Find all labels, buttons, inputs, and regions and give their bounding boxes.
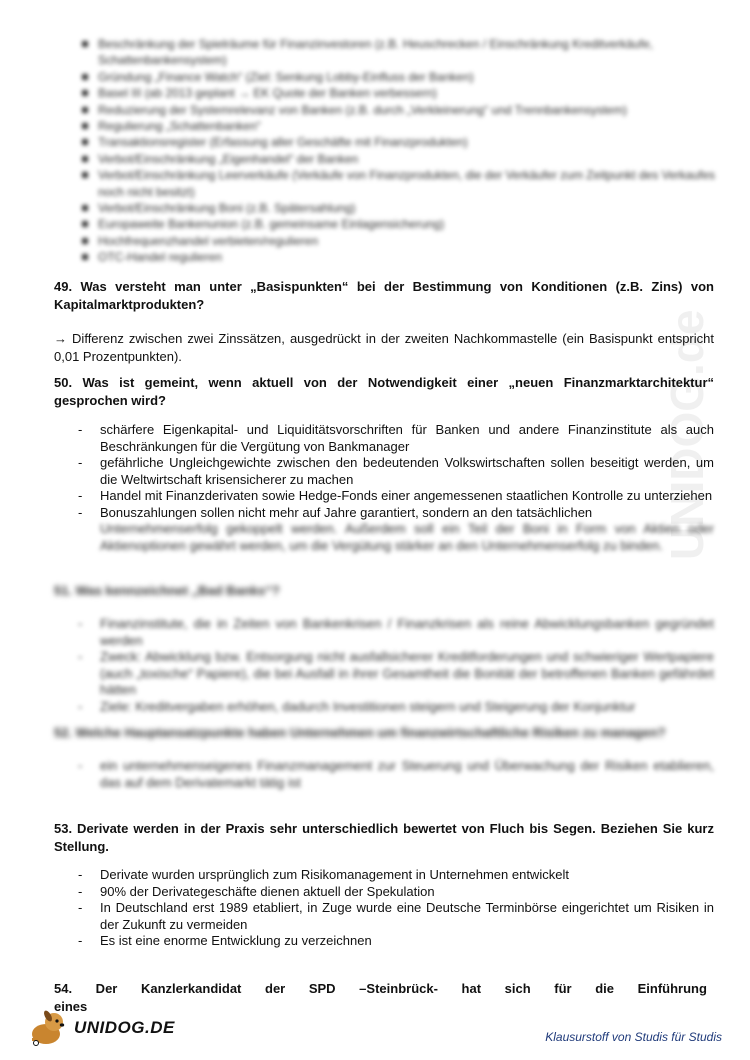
answer-53-list <box>0 867 716 950</box>
answer-50-item: - gefährliche Ungleichgewichte zwischen den bedeutenden Volkswirtschaften sollen beseitigt werden, um die Weltwirtschaft krisensicherer zu machen <box>0 455 716 488</box>
question-50-block <box>54 374 714 410</box>
top-bullet-item: Reduzierung der Systemrelevanz von Banken (z.B. durch „Verkleinerung“ und Trennbankensystem) <box>0 102 730 118</box>
answer-51-list-block <box>0 616 716 715</box>
top-bullet-item: Verbot/Einschränkung Boni (z.B. Spätersahlung) <box>0 200 730 216</box>
answer-51-item: - Finanzinstitute, die in Zeiten von Bankenkrisen / Finanzkrisen als reine Abwicklungsbanken gegründet werden <box>0 616 716 649</box>
question-53: 53. Derivate werden in der Praxis sehr unterschiedlich bewertet von Fluch bis Segen. Beziehen Sie kurz Stellung. <box>54 821 714 854</box>
top-bullet-item: Gründung „Finance Watch“ (Ziel: Senkung Lobby-Einfluss der Banken) <box>0 69 730 85</box>
answer-53-item: - In Deutschland erst 1989 etabliert, in Zuge wurde eine Deutsche Terminbörse eingerichtet um Risiken in der Zukunft zu vermeiden <box>0 900 716 933</box>
top-bullet-item: Europaweite Bankenunion (z.B. gemeinsame Einlagensicherung) <box>0 216 730 232</box>
top-bullet-item: OTC-Handel regulieren <box>0 249 730 265</box>
answer-53-item: - 90% der Derivategeschäfte dienen aktuell der Spekulation <box>0 884 716 901</box>
answer-50-item: - Bonuszahlungen sollen nicht mehr auf Jahre garantiert, sondern an den tatsächlichen <box>0 505 716 522</box>
answer-50-item: - schärfere Eigenkapital- und Liquiditätsvorschriften für Banken und andere Finanzinstitute als auch Beschränkungen für die Vergütung von Bankmanager <box>0 422 716 455</box>
answer-49 <box>54 330 714 366</box>
logo-text: UNIDOG.DE <box>74 1018 175 1037</box>
top-bullet-item: Verbot/Einschränkung Leerverkäufe (Verkäufe von Finanzprodukten, die der Verkäufer zum Zeitpunkt des Verkaufes noch nicht besitzt) <box>0 167 730 200</box>
question-49-block <box>54 278 714 366</box>
answer-49-text: Differenz zwischen zwei Zinssätzen, ausgedrückt in der zweiten Nachkommastelle (ein Basispunkt entspricht 0,01 Prozentpunkten). <box>54 331 714 364</box>
question-51: 51. Was kennzeichnet „Bad Banks“? <box>54 583 280 598</box>
answer-53-item: - Es ist eine enorme Entwicklung zu verzeichnen <box>0 933 716 950</box>
top-bullet-item: Basel III (ab 2013 geplant → EK Quote der Banken verbessern) <box>0 85 730 101</box>
top-list-block <box>0 36 730 266</box>
dog-mascot-icon <box>24 1008 74 1048</box>
top-bullet-item: Beschränkung der Spielräume für Finanzinvestoren (z.B. Heuschrecken / Einschränkung Kreditverkäufe, Schattenbankensystem) <box>0 36 730 69</box>
answer-51-list <box>0 616 716 715</box>
question-52-block <box>54 724 714 742</box>
question-49: 49. Was versteht man unter „Basispunkten“ bei der Bestimmung von Konditionen (z.B. Zins) von Kapitalmarktprodukten? <box>54 279 714 312</box>
answer-52-list <box>0 758 716 791</box>
top-bullet-item: Verbot/Einschränkung „Eigenhandel“ der Banken <box>0 151 730 167</box>
answer-53-list-block <box>0 867 716 950</box>
answer-51-item: - Ziele: Kreditvergaben erhöhen, dadurch Investitionen steigern und Steigerung der Konjunktur <box>0 699 716 716</box>
arrow-icon: → <box>54 331 67 346</box>
answer-50-list <box>0 422 716 521</box>
answer-50-item: - Handel mit Finanzderivaten sowie Hedge-Fonds einer angemessenen staatlichen Kontrolle zu unterziehen <box>0 488 716 505</box>
answer-52-item: - ein unternehmenseigenes Finanzmanagement zur Steuerung und Überwachung der Risiken etablieren, das auf dem Derivatemarkt tätig ist <box>0 758 716 791</box>
answer-50-list-block <box>0 422 716 554</box>
footer-tagline: Klausurstoff von Studis für Studis <box>545 1030 722 1044</box>
question-53-block <box>54 820 714 856</box>
answer-53-item: - Derivate wurden ursprünglich zum Risikomanagement in Unternehmen entwickelt <box>0 867 716 884</box>
question-52: 52. Welche Hauptansatzpunkte haben Unternehmen um finanzwirtschaftliche Risiken zu managen? <box>54 725 666 740</box>
unidog-logo <box>24 1008 175 1048</box>
watermark: UNIDOG.de <box>661 309 713 560</box>
question-51-block <box>54 582 714 600</box>
question-50: 50. Was ist gemeint, wenn aktuell von der Notwendigkeit einer „neuen Finanzmarktarchitektur“ gesprochen wird? <box>54 375 714 408</box>
top-bullet-item: Regulierung „Schattenbanken“ <box>0 118 730 134</box>
top-bullet-item: Transaktionsregister (Erfassung aller Geschäfte mit Finanzprodukten) <box>0 134 730 150</box>
question-54: 54. Der Kanzlerkandidat der SPD –Steinbrück- hat sich für die Einführung eines <box>54 981 707 1014</box>
answer-52-list-block <box>0 758 716 791</box>
top-bullet-list <box>0 36 730 266</box>
answer-50-blurred-tail: Unternehmenserfolg gekoppelt werden. Außerdem soll ein Teil der Boni in Form von Aktien oder Aktienoptionen gewährt werden, um die Vergütung stärker an den Unternehmenserfolg zu binden. <box>100 521 714 553</box>
answer-51-item: - Zweck: Abwicklung bzw. Entsorgung nicht ausfallsicherer Kreditforderungen und schwieriger Wertpapiere (auch „toxische“ Papiere), die bei Ausfall in ihrer Gesamtheit die Bonität der betroffenen Banken gefährdet hätten <box>0 649 716 699</box>
top-bullet-item: Hochfrequenzhandel verbieten/regulieren <box>0 233 730 249</box>
